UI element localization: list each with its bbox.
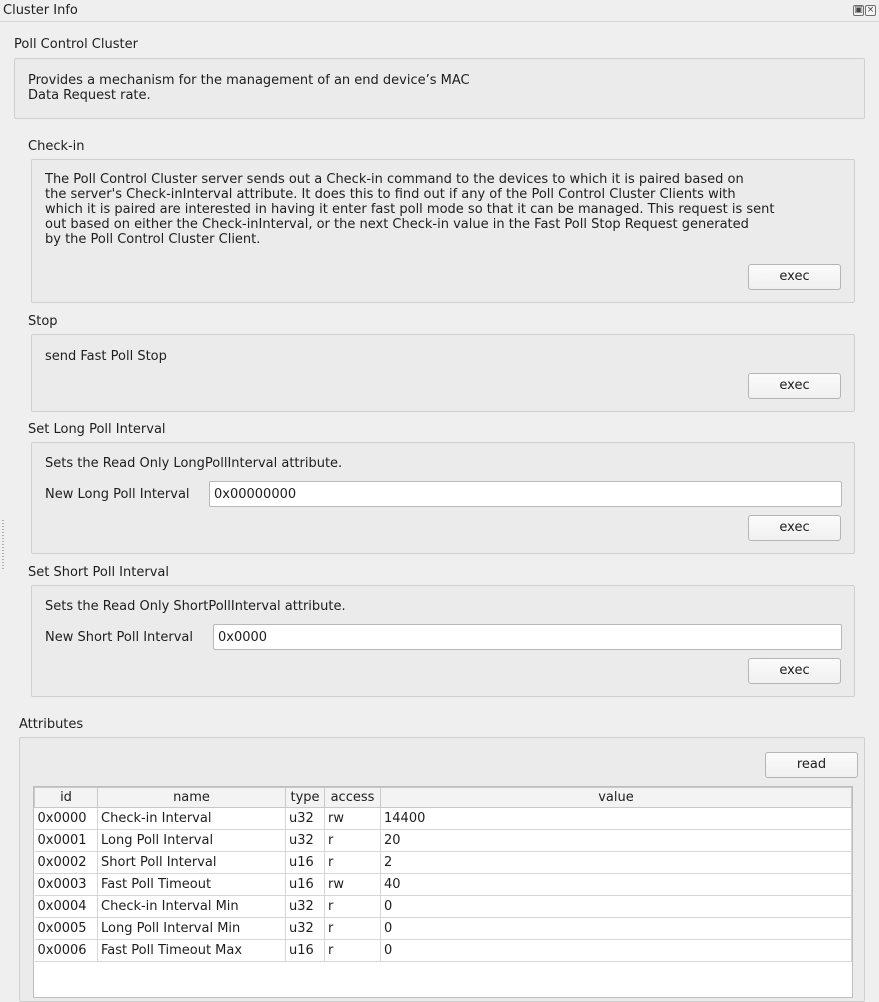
attr-type: u16 [286,852,325,874]
attr-access: r [325,830,381,852]
attr-access: r [325,918,381,940]
title-bar-controls [853,5,876,16]
attr-id: 0x0006 [35,940,98,962]
checkin-exec-button[interactable]: exec [748,264,841,290]
attr-name: Check-in Interval [98,808,286,830]
set-short-poll-box [31,585,855,697]
cluster-description-line-1: Provides a mechanism for the management of an end device’s MAC [28,73,470,88]
title-bar [0,0,879,22]
short-poll-interval-input[interactable] [213,624,842,650]
attr-id: 0x0004 [35,896,98,918]
table-row[interactable] [35,808,852,830]
stop-box [31,334,855,412]
set-long-poll-box [31,442,855,554]
attr-value[interactable]: 14400 [381,808,852,830]
attr-type: u32 [286,808,325,830]
attributes-table [34,787,852,962]
set-short-poll-title: Set Short Poll Interval [28,565,169,580]
set-long-poll-description: Sets the Read Only LongPollInterval attribute. [45,456,343,471]
attr-access: r [325,940,381,962]
table-row[interactable] [35,852,852,874]
attr-value[interactable]: 40 [381,874,852,896]
attributes-title: Attributes [19,717,84,732]
cluster-info-panel [6,24,874,998]
attr-name: Short Poll Interval [98,852,286,874]
attr-type: u16 [286,940,325,962]
table-row[interactable] [35,874,852,896]
window-title: Cluster Info [3,3,78,18]
attr-id: 0x0005 [35,918,98,940]
attr-id: 0x0000 [35,808,98,830]
attr-id: 0x0001 [35,830,98,852]
table-row[interactable] [35,918,852,940]
column-header-id[interactable]: id [35,788,98,808]
attr-access: rw [325,808,381,830]
attr-name: Fast Poll Timeout Max [98,940,286,962]
attr-id: 0x0003 [35,874,98,896]
attr-access: r [325,852,381,874]
checkin-title: Check-in [28,139,85,154]
long-poll-interval-input[interactable] [209,481,842,507]
set-short-poll-exec-button[interactable]: exec [748,658,841,684]
close-icon[interactable]: × [866,5,875,15]
table-header-row [35,788,852,808]
set-long-poll-exec-button[interactable]: exec [748,515,841,541]
attr-name: Fast Poll Timeout [98,874,286,896]
table-row[interactable] [35,896,852,918]
attr-value[interactable]: 0 [381,918,852,940]
column-header-name[interactable]: name [98,788,286,808]
attr-name: Long Poll Interval [98,830,286,852]
float-icon[interactable]: ▣ [854,5,863,15]
stop-title: Stop [28,314,58,329]
attr-value[interactable]: 0 [381,896,852,918]
attr-access: rw [325,874,381,896]
cluster-name: Poll Control Cluster [14,37,138,52]
attr-type: u16 [286,874,325,896]
long-poll-field-label: New Long Poll Interval [45,487,190,502]
checkin-description-line: The Poll Control Cluster server sends out a Check-in command to the devices to which it is paired based on [45,172,744,187]
cluster-description-box [14,58,865,119]
table-row[interactable] [35,940,852,962]
attr-name: Long Poll Interval Min [98,918,286,940]
checkin-box [31,159,855,303]
column-header-value[interactable]: value [381,788,852,808]
table-row[interactable] [35,830,852,852]
attr-value[interactable]: 2 [381,852,852,874]
attr-id: 0x0002 [35,852,98,874]
column-header-access[interactable]: access [325,788,381,808]
attr-type: u32 [286,918,325,940]
column-header-type[interactable]: type [286,788,325,808]
checkin-description-line: by the Poll Control Cluster Client. [45,232,261,247]
attr-name: Check-in Interval Min [98,896,286,918]
cluster-description-line-2: Data Request rate. [28,88,151,103]
attr-value[interactable]: 0 [381,940,852,962]
checkin-description-line: the server's Check-inInterval attribute. It does this to find out if any of the Poll Control Cluster Clients with [45,187,736,202]
read-button[interactable]: read [765,752,858,778]
short-poll-field-label: New Short Poll Interval [45,630,193,645]
checkin-description-line: which it is paired are interested in having it enter fast poll mode so that it can be managed. This request is sent [45,202,775,217]
stop-exec-button[interactable]: exec [748,373,841,399]
checkin-description-line: out based on either the Check-inInterval, or the next Check-in value in the Fast Poll Stop Request generated [45,217,749,232]
splitter-handle[interactable] [2,520,4,570]
attr-type: u32 [286,896,325,918]
set-long-poll-title: Set Long Poll Interval [28,422,166,437]
attr-access: r [325,896,381,918]
set-short-poll-description: Sets the Read Only ShortPollInterval attribute. [45,599,346,614]
attr-type: u32 [286,830,325,852]
stop-description: send Fast Poll Stop [45,349,167,364]
attr-value[interactable]: 20 [381,830,852,852]
